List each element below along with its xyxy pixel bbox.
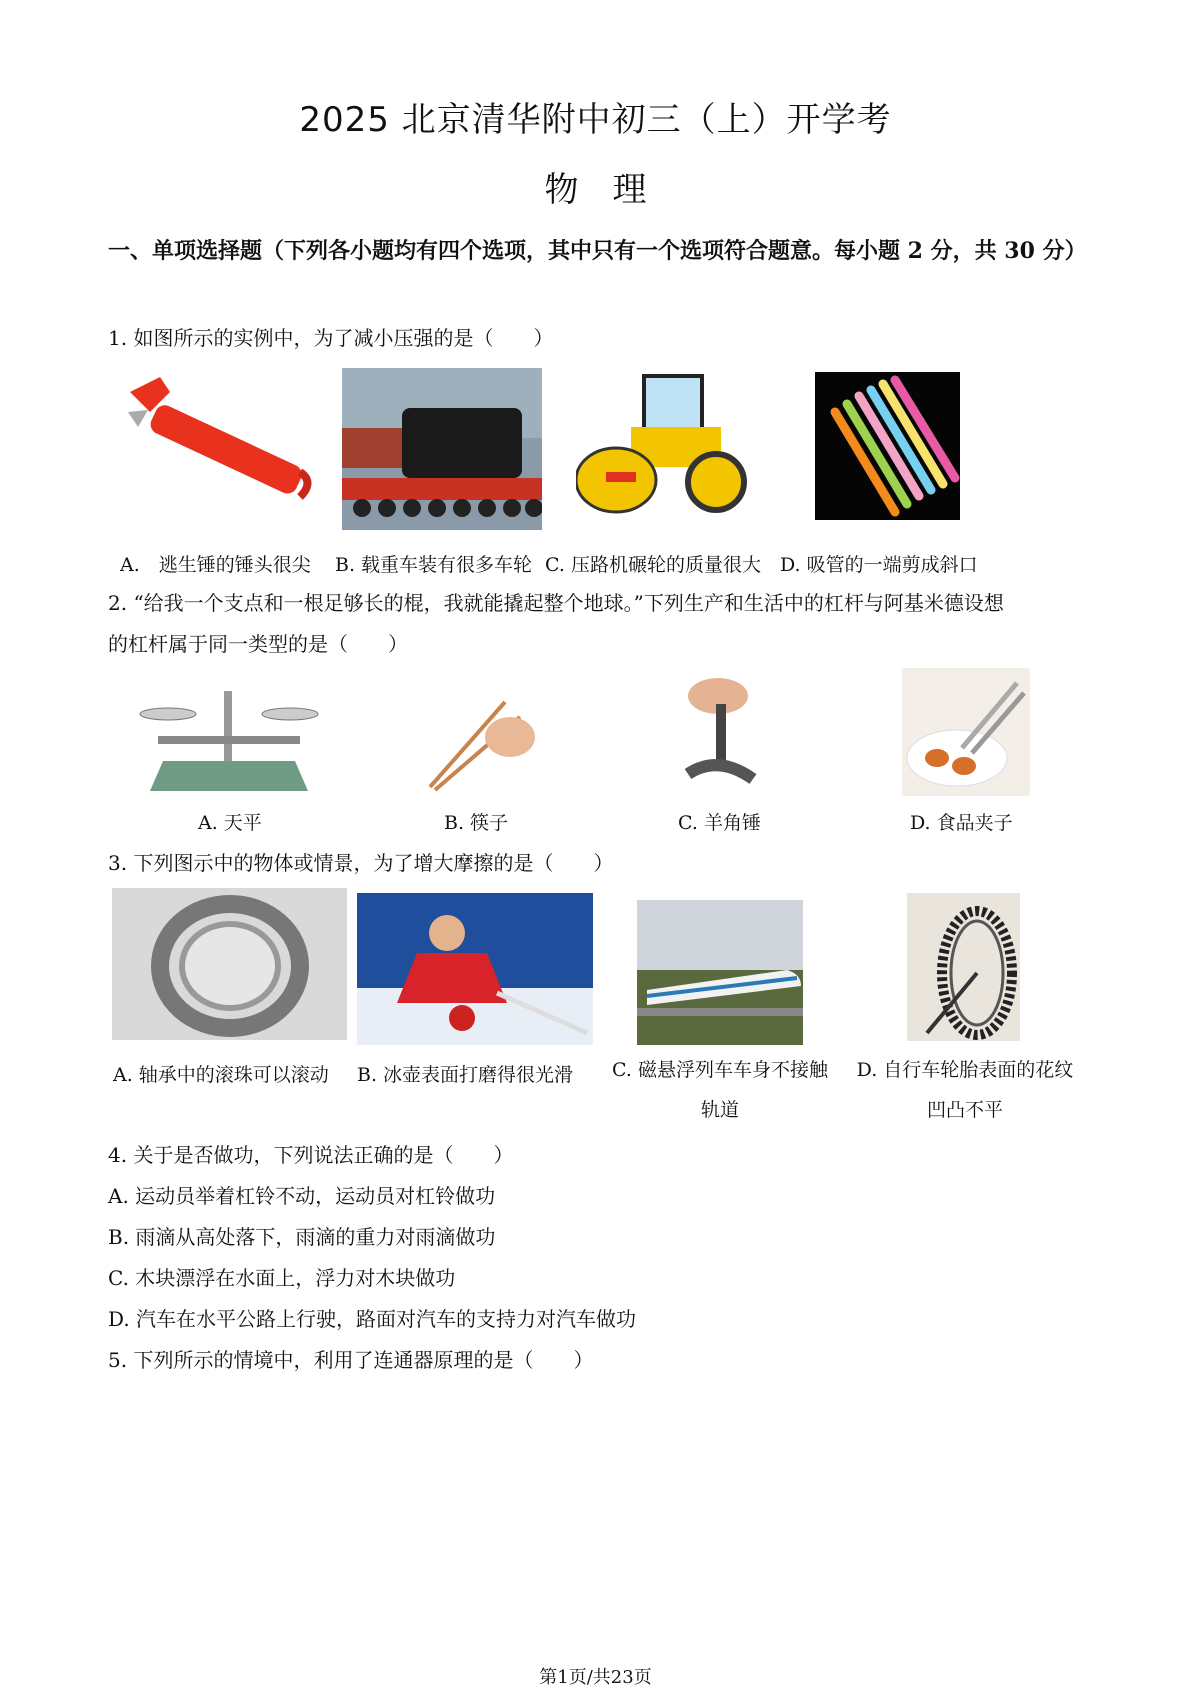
question-2-stem-line1: 2. “给我一个支点和一根足够长的棍，我就能撬起整个地球。”下列生产和生活中的杠杆与阿基米德设想: [108, 591, 1004, 615]
q1-option-a: A. 逃生锤的锤头很尖: [120, 554, 311, 576]
q2-option-a: A. 天平: [198, 812, 262, 834]
question-4-stem: 4. 关于是否做功，下列说法正确的是（ ）: [108, 1143, 514, 1167]
q3-option-d: D. 自行车轮胎表面的花纹: [856, 1059, 1074, 1081]
maglev-train-icon: [637, 900, 803, 1045]
q3-option-d-wrap: [845, 1050, 1085, 1130]
q4-option-a: A. 运动员举着杠铃不动，运动员对杠铃做功: [108, 1184, 496, 1208]
straws-icon: [815, 372, 960, 520]
q3-option-b: B. 冰壶表面打磨得很光滑: [357, 1064, 574, 1086]
chopsticks-icon: [425, 692, 535, 792]
food-tongs-icon: [902, 668, 1030, 796]
q2-option-d: D. 食品夹子: [910, 812, 1013, 834]
question-5-stem: 5. 下列所示的情境中，利用了连通器原理的是（ ）: [108, 1348, 594, 1372]
q3-option-c: C. 磁悬浮列车车身不接触: [612, 1059, 828, 1081]
bicycle-tire-icon: [907, 893, 1020, 1041]
escape-hammer-icon: [120, 372, 330, 522]
q3-option-c-wrap: [600, 1050, 840, 1130]
road-roller-icon: [576, 372, 748, 524]
curling-icon: [357, 893, 593, 1045]
section-heading: 一、单项选择题（下列各小题均有四个选项，其中只有一个选项符合题意。每小题 2 分，共 30 分）: [108, 238, 1087, 264]
q3-option-d-line2: 凹凸不平: [926, 1099, 1003, 1121]
subject-title: 物 理: [544, 170, 647, 210]
q1-option-b: B. 载重车装有很多车轮: [335, 554, 533, 576]
claw-hammer-icon: [678, 674, 764, 792]
question-2-stem-line2: 的杠杆属于同一类型的是（ ）: [108, 632, 408, 656]
page-number: 第1页/共23页: [539, 1667, 652, 1688]
q4-option-b: B. 雨滴从高处落下，雨滴的重力对雨滴做功: [108, 1225, 496, 1249]
q3-option-c-line2: 轨道: [700, 1099, 739, 1121]
q1-option-d: D. 吸管的一端剪成斜口: [780, 554, 978, 576]
question-3-stem: 3. 下列图示中的物体或情景，为了增大摩擦的是（ ）: [108, 851, 614, 875]
heavy-truck-icon: [342, 368, 542, 530]
q2-option-c: C. 羊角锤: [678, 812, 761, 834]
question-1-stem: 1. 如图所示的实例中，为了减小压强的是（ ）: [108, 326, 554, 350]
q4-option-c: C. 木块漂浮在水面上，浮力对木块做功: [108, 1266, 456, 1290]
q4-option-d: D. 汽车在水平公路上行驶，路面对汽车的支持力对汽车做功: [108, 1307, 637, 1331]
q1-option-c: C. 压路机碾轮的质量很大: [545, 554, 761, 576]
balance-scale-icon: [138, 686, 320, 796]
q3-option-a: A. 轴承中的滚珠可以滚动: [113, 1064, 329, 1086]
bearing-icon: [112, 888, 347, 1040]
q2-option-b: B. 筷子: [444, 812, 509, 834]
page-title: 2025 北京清华附中初三（上）开学考: [299, 100, 892, 140]
